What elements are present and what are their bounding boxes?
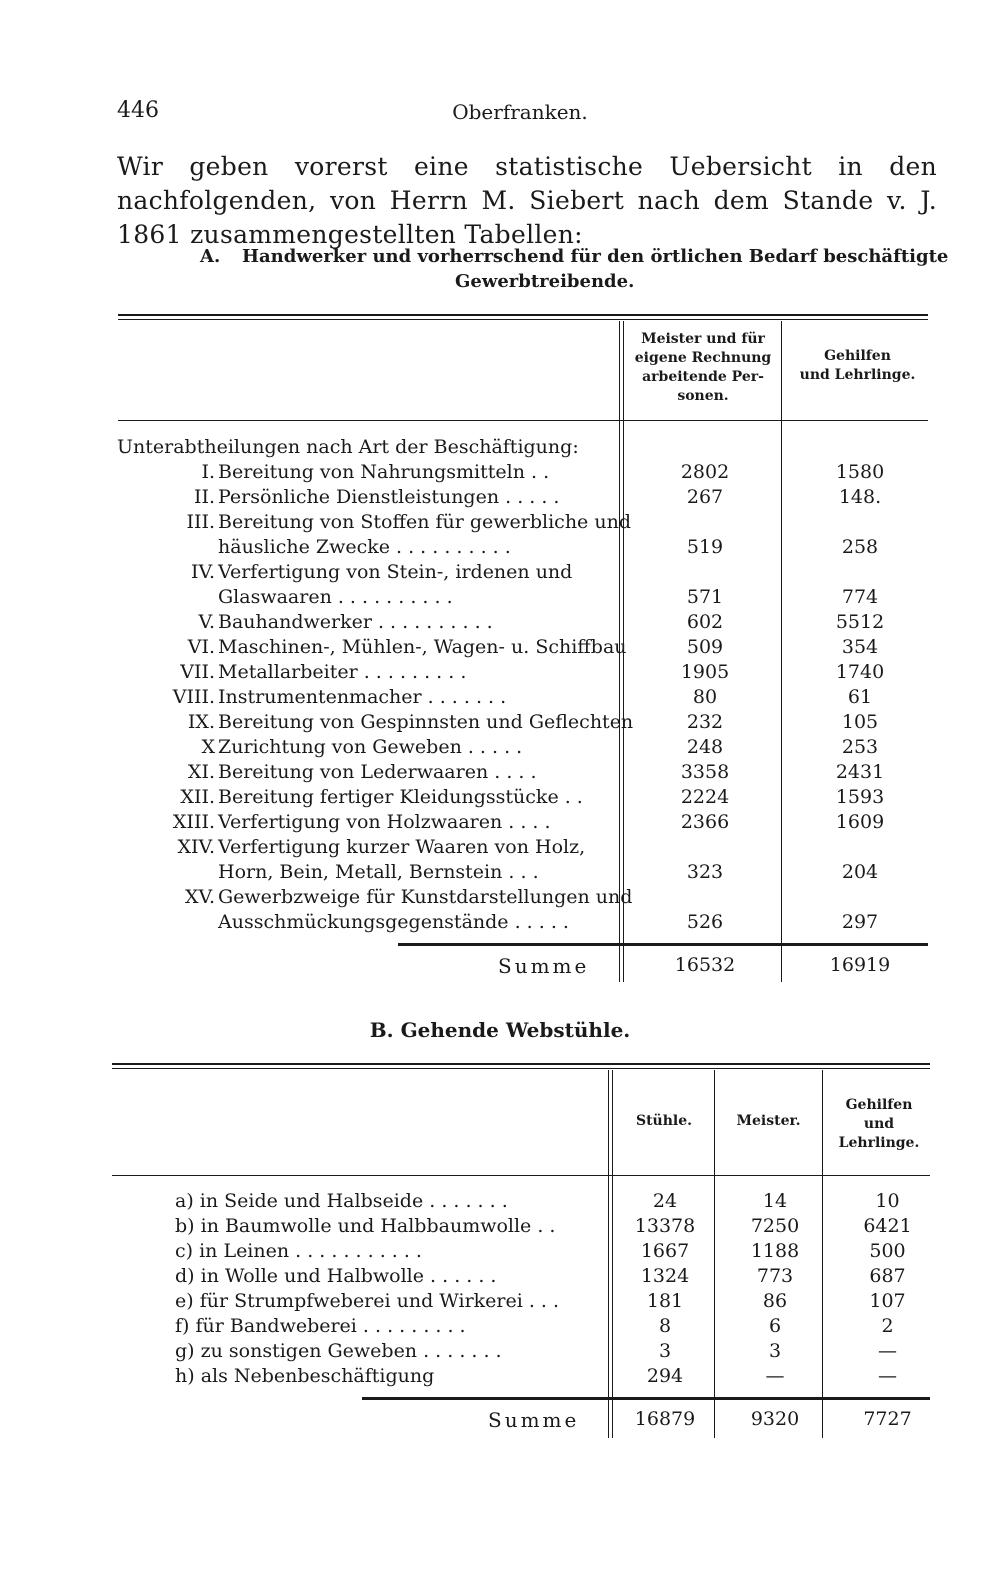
masters-value: 2366 (680, 811, 730, 833)
masters-value: 267 (686, 486, 724, 508)
masters-value: 602 (686, 611, 724, 633)
table-row (0, 811, 1000, 836)
row-label: Verfertigung von Holzwaaren . . . . (218, 811, 551, 833)
masters-value: 6 (768, 1315, 782, 1337)
row-label: Gewerbzweige für Kunstdarstellungen und (218, 886, 633, 908)
row-label: Bauhandwerker . . . . . . . . . . (218, 611, 493, 633)
table-row (0, 1240, 1000, 1265)
masters-value: 80 (692, 686, 718, 708)
table-row (0, 1265, 1000, 1290)
masters-value: 3 (768, 1340, 782, 1362)
row-numeral: XII. (180, 786, 215, 808)
row-label: Bereitung von Lederwaaren . . . . (218, 761, 537, 783)
masters-value: — (765, 1365, 785, 1387)
table-b-sum-row (0, 1408, 1000, 1433)
col-header-b-helpers-line: Lehrlinge. (838, 1135, 920, 1151)
table-row (0, 511, 1000, 536)
masters-value: 509 (686, 636, 724, 658)
looms-value: 1667 (640, 1240, 690, 1262)
row-numeral: V. (198, 611, 215, 633)
table-row (0, 486, 1000, 511)
row-numeral: XIII. (172, 811, 215, 833)
table-row (0, 636, 1000, 661)
helpers-value: 2431 (835, 761, 885, 783)
helpers-value: 1740 (835, 661, 885, 683)
masters-value: 232 (686, 711, 724, 733)
masters-value: 248 (686, 736, 724, 758)
col-header-masters-line: Meister und für (641, 331, 765, 347)
helpers-value: 500 (869, 1240, 906, 1262)
section-a-title-line1: Handwerker und vorherrschend für den örtlichen Bedarf beschäftigte (242, 246, 949, 267)
table-row (0, 711, 1000, 736)
col-header-b-helpers-line: und (863, 1116, 895, 1132)
col-header-helpers (785, 347, 930, 385)
table-row (0, 536, 1000, 561)
row-label: Glaswaaren . . . . . . . . . . (218, 586, 453, 608)
col-header-masters (628, 330, 778, 406)
helpers-value: 105 (841, 711, 879, 733)
table-row (0, 761, 1000, 786)
row-numeral: III. (186, 511, 215, 533)
looms-value: 24 (652, 1190, 678, 1212)
looms-value: 8 (658, 1315, 672, 1337)
helpers-value: 6421 (863, 1215, 912, 1237)
masters-value: 526 (686, 911, 724, 933)
helpers-value: 61 (847, 686, 873, 708)
sum-helpers: 7727 (863, 1408, 912, 1430)
table-row (0, 861, 1000, 886)
col-header-looms: Stühle. (635, 1113, 693, 1129)
row-numeral: VII. (180, 661, 215, 683)
row-numeral: X (201, 736, 215, 758)
masters-value: 519 (686, 536, 724, 558)
row-label: a) in Seide und Halbseide . . . . . . . (175, 1190, 508, 1212)
table-row (0, 1315, 1000, 1340)
table-row (0, 561, 1000, 586)
masters-value: 773 (756, 1265, 794, 1287)
row-numeral: IX. (187, 711, 215, 733)
section-b-title: B. Gehende Webstühle. (369, 1018, 631, 1042)
helpers-value: 297 (841, 911, 879, 933)
sum-label: Summe (498, 954, 590, 978)
row-label: Verfertigung kurzer Waaren von Holz, (218, 836, 586, 858)
sum-masters: 9320 (750, 1408, 800, 1430)
masters-value: 2224 (680, 786, 730, 808)
table-row (0, 886, 1000, 911)
masters-value: 86 (762, 1290, 788, 1312)
table-b-header-rule (112, 1175, 930, 1176)
row-label: f) für Bandweberei . . . . . . . . . (175, 1315, 466, 1337)
table-a-top-rule-thin (118, 319, 928, 320)
helpers-value: 1609 (835, 811, 885, 833)
row-numeral: XV. (185, 886, 215, 908)
helpers-value: 1580 (835, 461, 885, 483)
masters-value: 3358 (680, 761, 730, 783)
masters-value: 323 (686, 861, 724, 883)
table-row (0, 661, 1000, 686)
row-label: b) in Baumwolle und Halbbaumwolle . . (175, 1215, 556, 1237)
looms-value: 3 (658, 1340, 672, 1362)
helpers-value: 2 (881, 1315, 894, 1337)
looms-value: 13378 (634, 1215, 696, 1237)
row-label: Bereitung von Stoffen für gewerbliche und (218, 511, 631, 533)
table-a-sum-rule (398, 943, 928, 946)
col-header-b-helpers (824, 1096, 934, 1153)
row-label: Ausschmückungsgegenstände . . . . . (218, 911, 569, 933)
helpers-value: 10 (875, 1190, 900, 1212)
table-row (0, 686, 1000, 711)
sum-helpers: 16919 (829, 954, 891, 976)
masters-value: 571 (686, 586, 724, 608)
helpers-value: 5512 (835, 611, 885, 633)
table-row (0, 1215, 1000, 1240)
table-row (0, 736, 1000, 761)
row-label: h) als Nebenbeschäftigung (175, 1365, 435, 1387)
sum-label: Summe (488, 1408, 580, 1432)
helpers-value: 148. (838, 486, 882, 508)
table-b-top-rule (112, 1063, 930, 1065)
table-row (0, 1365, 1000, 1390)
sum-looms: 16879 (634, 1408, 696, 1430)
table-b-top-rule-thin (112, 1068, 930, 1069)
intro-paragraph: Wir geben vorerst eine statistische Uebersicht in den nachfolgenden, von Herrn M. Siebert nach dem Stande v. J. 1861 zusammengestellten Tabellen: (117, 152, 937, 249)
row-label: Zurichtung von Geweben . . . . . (218, 736, 523, 758)
col-header-masters-line: eigene Rechnung (634, 350, 772, 366)
helpers-value: 354 (841, 636, 879, 658)
table-a-top-rule (118, 314, 928, 316)
table-row (0, 1290, 1000, 1315)
col-header-helpers-line: und Lehrlinge. (799, 367, 916, 383)
row-numeral: VIII. (172, 686, 215, 708)
helpers-value: 1593 (835, 786, 885, 808)
table-row (0, 1340, 1000, 1365)
table-row (0, 586, 1000, 611)
table-row (0, 611, 1000, 636)
looms-value: 294 (646, 1365, 684, 1387)
helpers-value: 687 (869, 1265, 906, 1287)
row-label: Persönliche Dienstleistungen . . . . . (218, 486, 560, 508)
sum-masters: 16532 (674, 954, 736, 976)
col-header-helpers-line: Gehilfen (824, 348, 891, 364)
col-header-masters-line: arbeitende Per- (642, 369, 764, 385)
looms-value: 1324 (640, 1265, 690, 1287)
row-numeral: XIV. (177, 836, 215, 858)
masters-value: 1905 (680, 661, 730, 683)
row-label: d) in Wolle und Halbwolle . . . . . . (175, 1265, 497, 1287)
table-row (0, 836, 1000, 861)
table-a-subheading: Unterabtheilungen nach Art der Beschäftigung: (117, 436, 579, 458)
helpers-value: 258 (841, 536, 879, 558)
row-label: Bereitung von Gespinnsten und Geflechten (218, 711, 634, 733)
helpers-value: 774 (841, 586, 879, 608)
masters-value: 14 (762, 1190, 788, 1212)
row-label: Metallarbeiter . . . . . . . . . (218, 661, 467, 683)
table-row (0, 461, 1000, 486)
masters-value: 2802 (680, 461, 730, 483)
row-label: c) in Leinen . . . . . . . . . . . (175, 1240, 422, 1262)
row-label: Maschinen-, Mühlen-, Wagen- u. Schiffbau (218, 636, 627, 658)
row-numeral: XI. (187, 761, 215, 783)
table-a-header-rule (118, 420, 928, 421)
looms-value: 181 (646, 1290, 684, 1312)
row-numeral: II. (193, 486, 215, 508)
col-header-b-helpers-line: Gehilfen (845, 1097, 913, 1113)
table-row (0, 786, 1000, 811)
row-label: g) zu sonstigen Geweben . . . . . . . (175, 1340, 502, 1362)
section-a-title-line2: Gewerbtreibende. (455, 271, 635, 292)
masters-value: 1188 (750, 1240, 800, 1262)
masters-value: 7250 (750, 1215, 800, 1237)
row-numeral: I. (201, 461, 215, 483)
row-label: häusliche Zwecke . . . . . . . . . . (218, 536, 511, 558)
table-b-sum-rule (362, 1397, 930, 1400)
helpers-value: 107 (869, 1290, 906, 1312)
col-header-masters-line: sonen. (677, 388, 729, 404)
row-label: Verfertigung von Stein-, irdenen und (218, 561, 573, 583)
helpers-value: 204 (841, 861, 879, 883)
helpers-value: 253 (841, 736, 879, 758)
row-numeral: VI. (187, 636, 215, 658)
table-row (0, 911, 1000, 936)
table-a-sum-row (0, 954, 1000, 979)
col-header-b-masters: Meister. (736, 1113, 801, 1129)
row-numeral: IV. (191, 561, 215, 583)
helpers-value: — (878, 1365, 897, 1387)
row-label: e) für Strumpfweberei und Wirkerei . . . (175, 1290, 560, 1312)
section-a-label: A. (200, 246, 221, 267)
row-label: Bereitung fertiger Kleidungsstücke . . (218, 786, 583, 808)
helpers-value: — (878, 1340, 897, 1362)
running-header: Oberfranken. (452, 100, 588, 124)
row-label: Instrumentenmacher . . . . . . . (218, 686, 507, 708)
table-row (0, 1190, 1000, 1215)
row-label: Horn, Bein, Metall, Bernstein . . . (218, 861, 539, 883)
row-label: Bereitung von Nahrungsmitteln . . (218, 461, 550, 483)
page-number: 446 (117, 98, 159, 123)
